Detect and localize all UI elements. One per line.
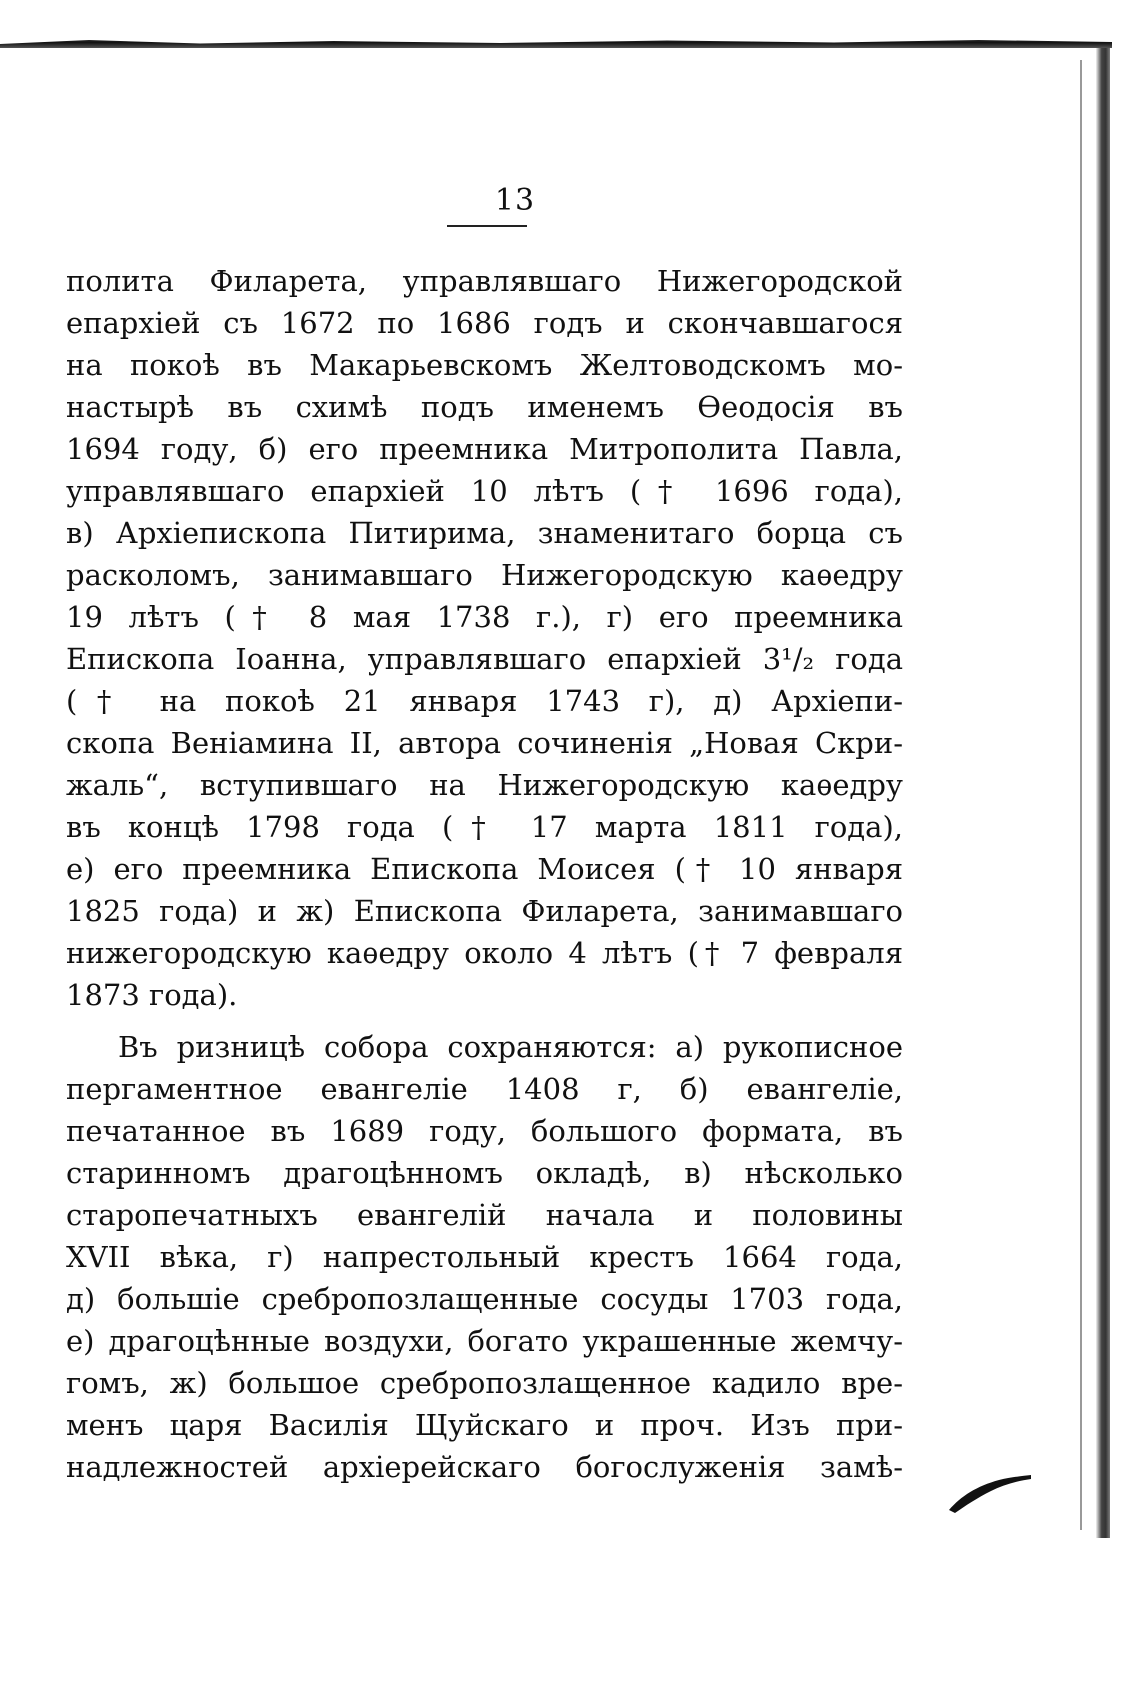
text-line: расколомъ, занимавшаго Нижегородскую каѳедру bbox=[66, 558, 903, 592]
text-line: въ концѣ 1798 года († 17 марта 1811 года), bbox=[66, 810, 903, 844]
body-text bbox=[66, 260, 903, 1488]
text-line: жаль“, вступившаго на Нижегородскую каѳедру bbox=[66, 768, 903, 802]
text-line: е) его преемника Епископа Моисея († 10 января bbox=[66, 852, 903, 886]
text-line: пергаментное евангеліе 1408 г, б) евангеліе, bbox=[66, 1072, 903, 1106]
text-line: старопечатныхъ евангелій начала и половины bbox=[66, 1198, 903, 1232]
ink-smudge bbox=[947, 1472, 1033, 1514]
text-line: († на покоѣ 21 января 1743 г), д) Архіепи- bbox=[66, 684, 903, 718]
text-line: Въ ризницѣ собора сохраняются: а) рукописное bbox=[118, 1030, 903, 1064]
text-line: XVII вѣка, г) напрестольный крестъ 1664 года, bbox=[66, 1240, 903, 1274]
text-line: печатанное въ 1689 году, большого формата, въ bbox=[66, 1114, 903, 1148]
text-line: 1694 году, б) его преемника Митрополита Павла, bbox=[66, 432, 903, 466]
scan-right-edge bbox=[1096, 48, 1110, 1538]
text-line: е) драгоцѣнные воздухи, богато украшенные жемчу- bbox=[66, 1324, 903, 1358]
page-number-underline bbox=[447, 225, 527, 227]
text-line: на покоѣ въ Макарьевскомъ Желтоводскомъ мо- bbox=[66, 348, 903, 382]
scan-right-edge-shadow bbox=[1080, 60, 1082, 1530]
text-line: 19 лѣтъ († 8 мая 1738 г.), г) его преемника bbox=[66, 600, 903, 634]
scan-top-edge bbox=[0, 38, 1112, 48]
text-line: д) большіе сребропозлащенные сосуды 1703 года, bbox=[66, 1282, 903, 1316]
paragraph-gap bbox=[66, 1016, 903, 1026]
text-line: в) Архіепископа Питирима, знаменитаго борца съ bbox=[66, 516, 903, 550]
text-line: гомъ, ж) большое сребропозлащенное кадило вре- bbox=[66, 1366, 903, 1400]
text-line: надлежностей архіерейскаго богослуженія замѣ- bbox=[66, 1450, 903, 1484]
text-line: настырѣ въ схимѣ подъ именемъ Ѳеодосія въ bbox=[66, 390, 903, 424]
text-line: управлявшаго епархіей 10 лѣтъ († 1696 года), bbox=[66, 474, 903, 508]
text-line: 1873 года). bbox=[66, 978, 238, 1012]
text-line: полита Филарета, управлявшаго Нижегородской bbox=[66, 264, 903, 298]
text-line: скопа Веніамина II, автора сочиненія „Новая Скри- bbox=[66, 726, 903, 760]
text-line: Епископа Іоанна, управлявшаго епархіей 3¹/₂ года bbox=[66, 642, 903, 676]
text-line: 1825 года) и ж) Епископа Филарета, занимавшаго bbox=[66, 894, 903, 928]
text-line: нижегородскую каѳедру около 4 лѣтъ († 7 февраля bbox=[66, 936, 903, 970]
text-line: старинномъ драгоцѣнномъ окладѣ, в) нѣсколько bbox=[66, 1156, 903, 1190]
text-line: епархіей съ 1672 по 1686 годъ и скончавшагося bbox=[66, 306, 903, 340]
page-number: 13 bbox=[494, 183, 536, 218]
text-line: менъ царя Василія Щуйскаго и проч. Изъ при- bbox=[66, 1408, 903, 1442]
